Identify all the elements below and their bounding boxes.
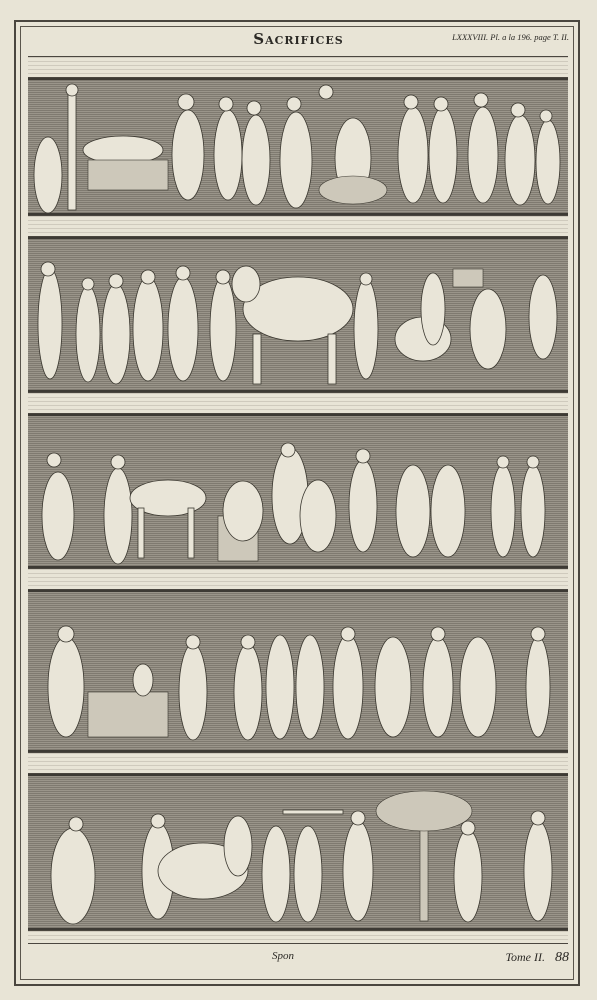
relief-figures xyxy=(51,791,552,924)
frieze-4-relief xyxy=(28,592,568,752)
frieze-4 xyxy=(28,590,568,752)
frieze-ledge xyxy=(28,56,568,78)
frieze-1 xyxy=(28,78,568,215)
frieze-ledge xyxy=(28,752,568,774)
engraver-name: Spon xyxy=(272,950,294,962)
frieze-ledge xyxy=(28,568,568,590)
frieze-5 xyxy=(28,774,568,930)
frieze-1-relief xyxy=(28,80,568,215)
relief-figures xyxy=(38,262,557,384)
frieze-2-relief xyxy=(28,239,568,392)
frieze-ledge xyxy=(28,930,568,944)
frieze-3-relief xyxy=(28,416,568,568)
relief-figures xyxy=(34,84,560,213)
volume-reference xyxy=(505,950,569,966)
relief-figures xyxy=(42,443,545,564)
relief-figures xyxy=(48,626,550,740)
plate-reference: LXXXVIII. Pl. a la 196. page T. II. xyxy=(452,32,569,42)
frieze-5-relief xyxy=(28,776,568,930)
plate-title: Sacrifices xyxy=(253,30,344,48)
frieze-ledge xyxy=(28,392,568,414)
volume-label: Tome II. xyxy=(505,950,545,964)
frieze-ledge xyxy=(28,215,568,237)
frieze-2 xyxy=(28,237,568,392)
page-number: 88 xyxy=(555,950,569,965)
frieze-3 xyxy=(28,414,568,568)
